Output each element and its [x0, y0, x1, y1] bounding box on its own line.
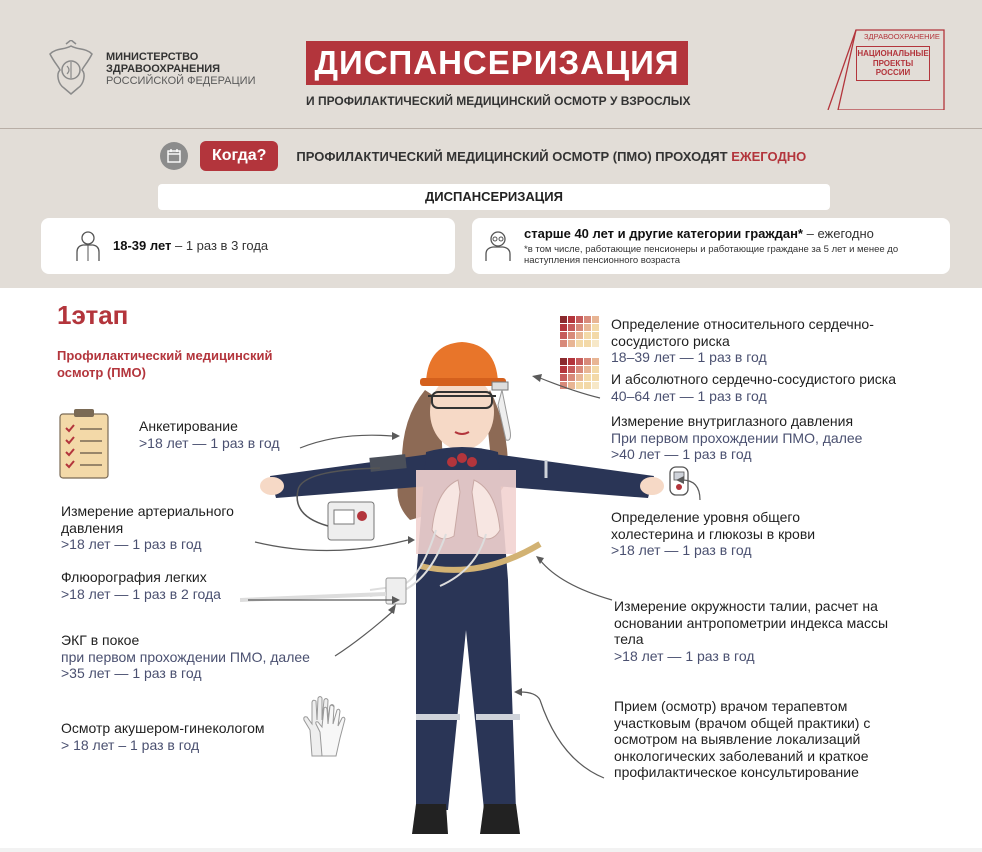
ministry-line2: ЗДРАВООХРАНЕНИЯ — [106, 63, 221, 75]
right-item-eye-sub: При первом прохождении ПМО, далее — [611, 429, 863, 446]
np-top-label: ЗДРАВООХРАНЕНИЕ — [864, 32, 940, 41]
stage-title: 1этап — [57, 300, 129, 330]
old-freq: – ежегодно — [803, 226, 874, 241]
right-item-abs-risk-sub: 40–64 лет — 1 раз в год — [611, 387, 767, 404]
right-item-therapist-title: Прием (осмотр) врачом терапевтом участковым (врачом общей практики) с осмотром на выявление локализаций онкологических заболеваний и краткое профилактическое консультирование — [614, 698, 871, 780]
np-line2: ПРОЕКТЫ — [872, 58, 914, 68]
right-item-blood-title: Определение уровня общего холестерина и глюкозы в крови — [611, 509, 816, 542]
page-subtitle: И ПРОФИЛАКТИЧЕСКИЙ МЕДИЦИНСКИЙ ОСМОТР У ВЗРОСЛЫХ — [306, 94, 691, 108]
left-item-survey-sub: >18 лет — 1 раз в год — [139, 434, 280, 451]
np-line3: РОССИИ — [875, 68, 911, 77]
old-age-note: *в том числе, работающие пенсионеры и работающие граждане за 5 лет и менее до наступления пенсионного возраста — [524, 244, 899, 266]
left-item-bp-title: Измерение артериального давления — [61, 503, 234, 536]
right-item-eye-sub2: >40 лет — 1 раз в год — [611, 446, 752, 462]
footer-line — [0, 848, 982, 852]
page-title: ДИСПАНСЕРИЗАЦИЯ — [306, 41, 688, 85]
left-item-ecg-title: ЭКГ в покое — [61, 632, 140, 648]
ministry-line3: РОССИЙСКОЙ ФЕДЕРАЦИИ — [106, 75, 256, 87]
young-freq: – 1 раз в 3 года — [171, 238, 269, 253]
when-button: Когда? — [200, 141, 278, 171]
left-item-gyn-title: Осмотр акушером-гинекологом — [61, 720, 265, 736]
when-text-main: ПРОФИЛАКТИЧЕСКИЙ МЕДИЦИНСКИЙ ОСМОТР (ПМО) ПРОХОДЯТ — [296, 148, 728, 164]
left-item-fluoro-sub: >18 лет — 1 раз в 2 года — [61, 585, 221, 602]
left-item-gyn-sub: > 18 лет – 1 раз в год — [61, 736, 200, 753]
young-age: 18-39 лет — [113, 238, 172, 253]
right-item-eye-title: Измерение внутриглазного давления — [611, 413, 854, 429]
old-age: старше 40 лет и другие категории граждан* — [524, 226, 803, 241]
ministry-line1: МИНИСТЕРСТВО — [106, 51, 199, 63]
left-item-ecg-sub: при первом прохождении ПМО, далее — [61, 648, 310, 665]
left-item-fluoro-title: Флюорография легких — [61, 569, 207, 585]
left-item-bp-sub: >18 лет — 1 раз в год — [61, 536, 202, 552]
right-item-abs-risk-title: И абсолютного сердечно-сосудистого риска — [611, 371, 897, 387]
right-item-rel-risk-sub: 18–39 лет — 1 раз в год — [611, 349, 767, 365]
right-item-waist-title: Измерение окружности талии, расчет на основании антропометрии индекса массы тела — [614, 598, 889, 647]
dispanserization-label: ДИСПАНСЕРИЗАЦИЯ — [158, 184, 830, 210]
right-item-rel-risk-title: Определение относительного сердечно-сосудистого риска — [611, 316, 874, 349]
left-item-survey-title: Анкетирование — [139, 418, 238, 434]
right-item-waist-sub: >18 лет — 1 раз в год — [614, 647, 755, 664]
left-item-ecg-sub2: >35 лет — 1 раз в год — [61, 665, 202, 681]
when-text-highlight: ЕЖЕГОДНО — [731, 148, 807, 164]
right-item-blood-sub: >18 лет — 1 раз в год — [611, 542, 752, 558]
np-line1: НАЦИОНАЛЬНЫЕ — [857, 49, 929, 58]
pmo-subtitle: Профилактический медицинский осмотр (ПМО) — [57, 348, 273, 380]
